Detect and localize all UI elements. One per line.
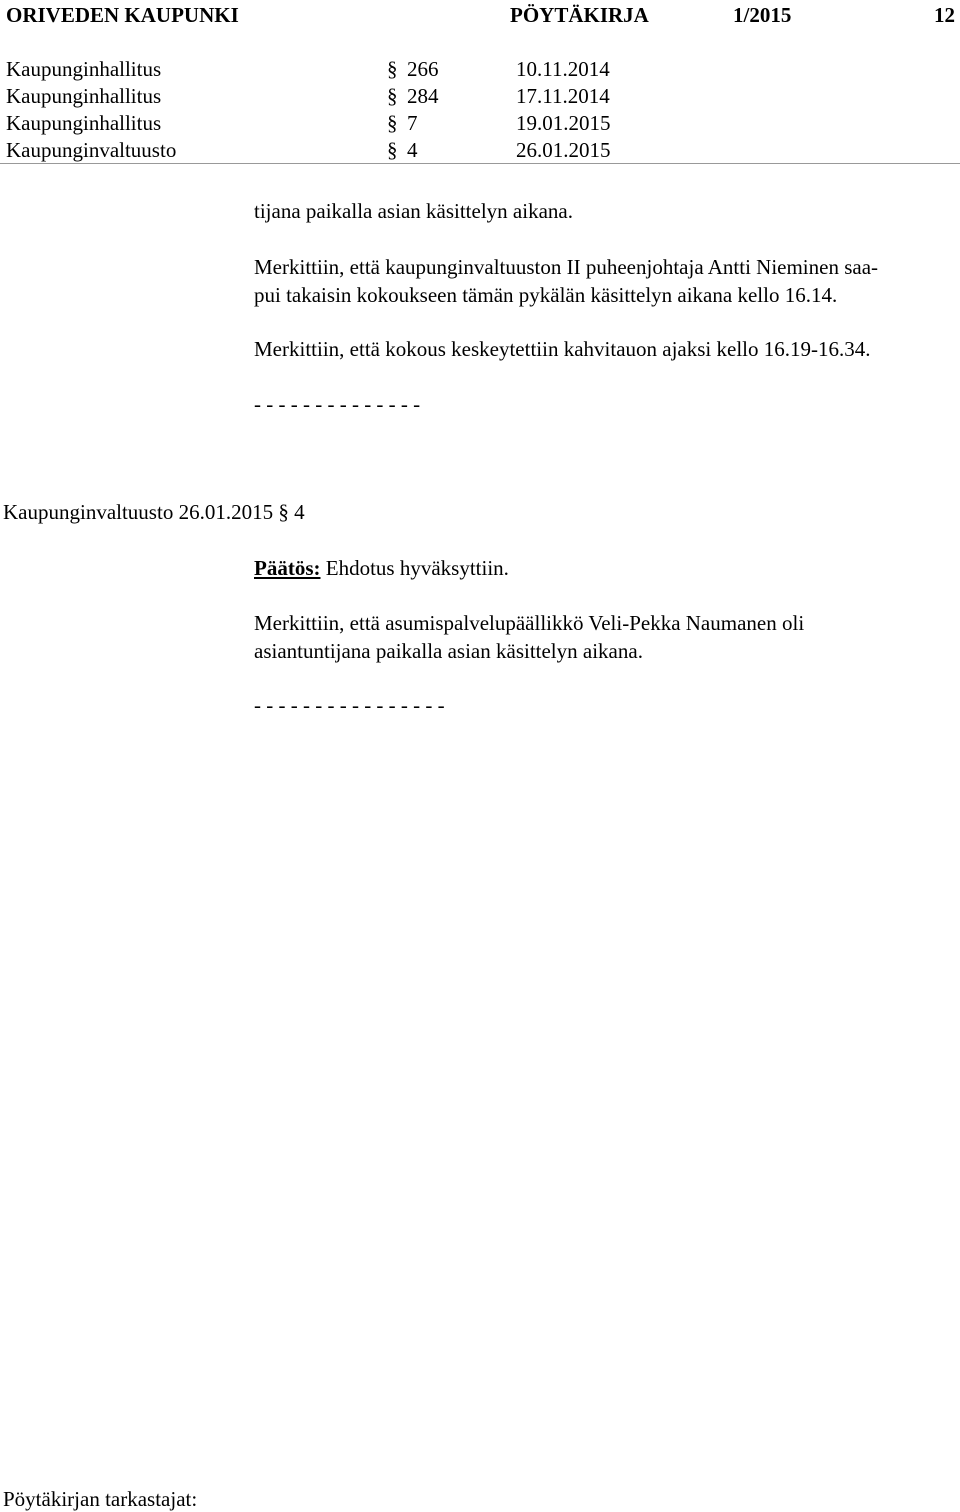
section-sign: § bbox=[387, 57, 398, 81]
continued-text: tijana paikalla asian käsittelyn aikana. bbox=[254, 199, 573, 223]
meeting-body: Kaupunginhallitus bbox=[6, 57, 162, 81]
meeting-date: 19.01.2015 bbox=[516, 111, 611, 135]
decision-label: Päätös: bbox=[254, 556, 321, 580]
checkers-label: Pöytäkirjan tarkastajat: bbox=[3, 1487, 198, 1511]
note-line: pui takaisin kokoukseen tämän pykälän käsittelyn aikana kello 16.14. bbox=[254, 283, 838, 307]
section-sign: § bbox=[387, 138, 398, 162]
meeting-body: Kaupunginhallitus bbox=[6, 111, 162, 135]
header-divider bbox=[0, 163, 960, 164]
meeting-date: 26.01.2015 bbox=[516, 138, 611, 162]
decision-text: Ehdotus hyväksyttiin. bbox=[320, 556, 509, 580]
section-number: 266 bbox=[407, 57, 439, 81]
section-sign: § bbox=[387, 84, 398, 108]
section-number: 284 bbox=[407, 84, 439, 108]
note-paragraph bbox=[254, 609, 804, 665]
page-number: 12 bbox=[934, 3, 955, 27]
separator: - - - - - - - - - - - - - - bbox=[254, 392, 421, 416]
note-paragraph: Merkittiin, että kokous keskeytettiin kahvitauon ajaksi kello 16.19-16.34. bbox=[254, 337, 871, 361]
document-number: 1/2015 bbox=[733, 3, 792, 27]
meeting-row bbox=[6, 56, 706, 83]
document-type: PÖYTÄKIRJA bbox=[510, 3, 649, 27]
section-sign: § bbox=[387, 111, 398, 135]
meeting-row bbox=[6, 83, 706, 110]
section-number: 7 bbox=[407, 111, 418, 135]
meeting-body: Kaupunginhallitus bbox=[6, 84, 162, 108]
separator: - - - - - - - - - - - - - - - - bbox=[254, 693, 445, 717]
meeting-row bbox=[6, 137, 706, 164]
note-paragraph bbox=[254, 253, 878, 309]
note-line: Merkittiin, että kaupunginvaltuuston II puheenjohtaja Antti Nieminen saa- bbox=[254, 255, 879, 279]
meeting-row bbox=[6, 110, 706, 137]
council-heading: Kaupunginvaltuusto 26.01.2015 § 4 bbox=[3, 500, 305, 524]
meeting-date: 17.11.2014 bbox=[516, 84, 610, 108]
decision bbox=[254, 554, 509, 582]
meeting-date: 10.11.2014 bbox=[516, 57, 610, 81]
meeting-body: Kaupunginvaltuusto bbox=[6, 138, 177, 162]
municipality-name: ORIVEDEN KAUPUNKI bbox=[6, 3, 239, 27]
note-line: Merkittiin, että asumispalvelupäällikkö Veli-Pekka Naumanen oli bbox=[254, 611, 805, 635]
section-number: 4 bbox=[407, 138, 418, 162]
note-line: asiantuntijana paikalla asian käsittelyn aikana. bbox=[254, 639, 643, 663]
